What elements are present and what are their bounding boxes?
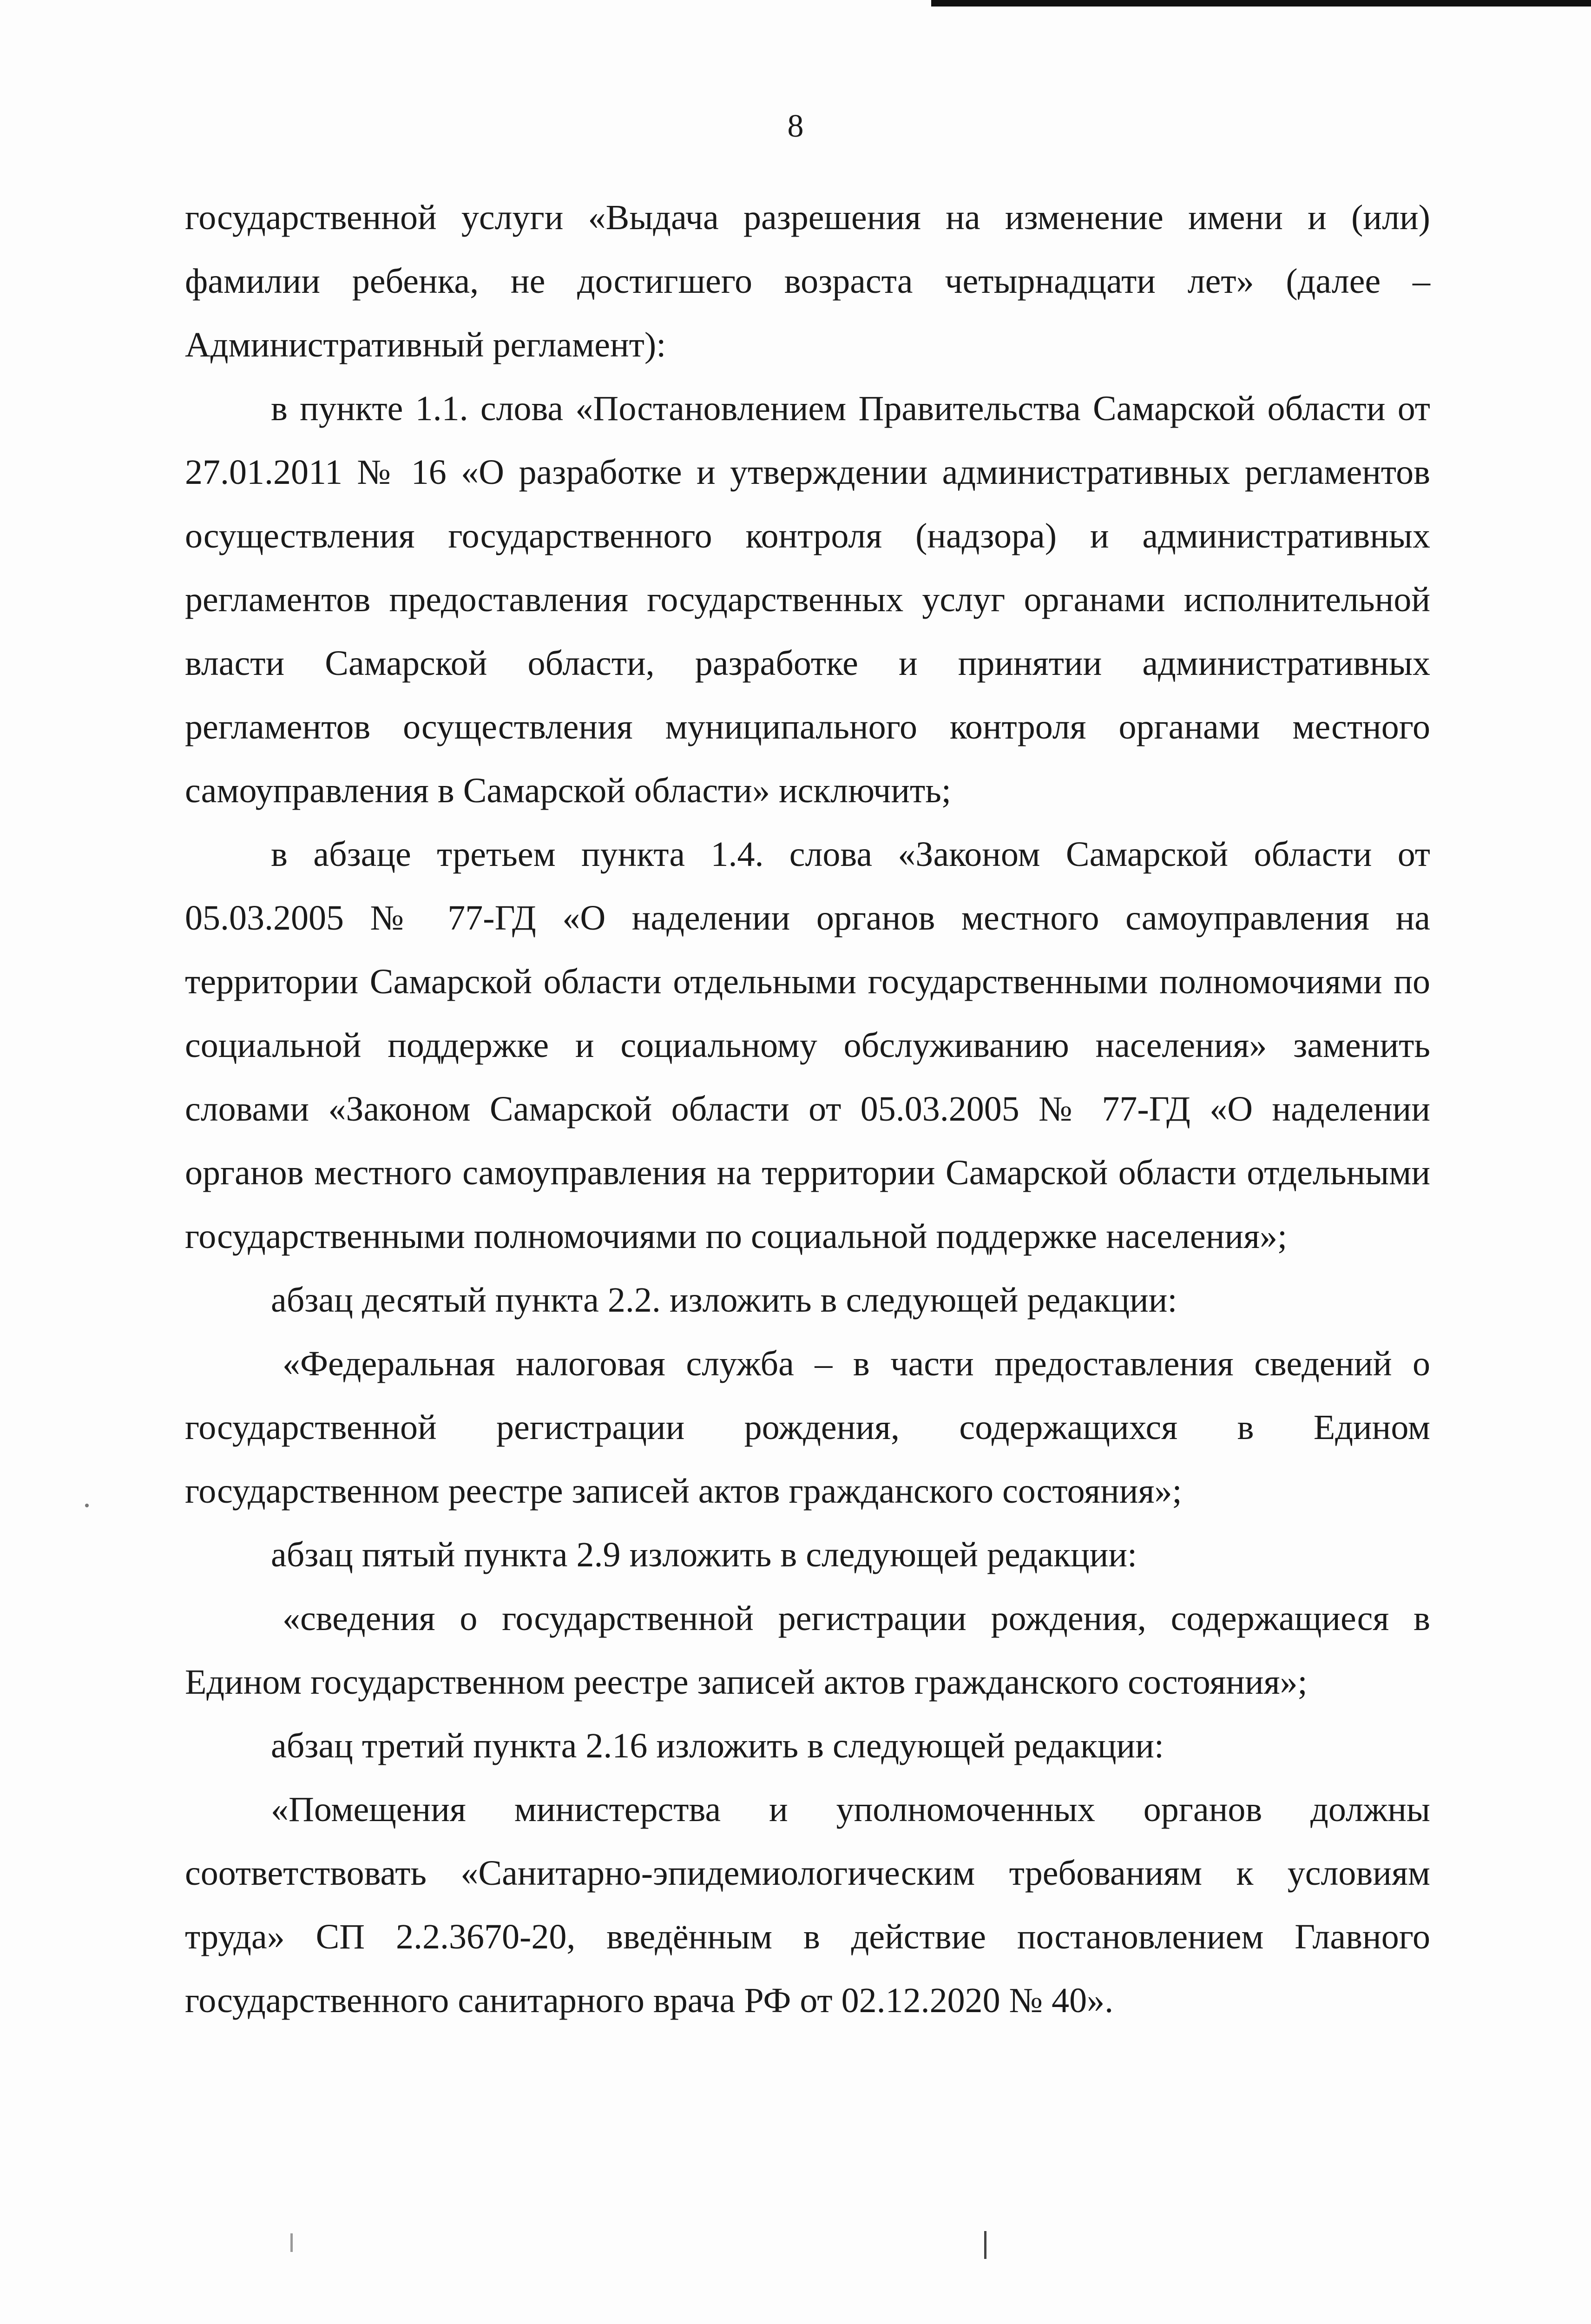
paragraph-instruction-2-2: абзац десятый пункта 2.2. изложить в следующей редакции: — [271, 1281, 1177, 1320]
scan-edge-bar — [931, 0, 1591, 7]
document-body — [185, 186, 1430, 2033]
scan-mark-center — [984, 2231, 986, 2259]
paragraph-item-1-4: в абзаце третьем пункта 1.4. слова «Законом Самарской области от 05.03.2005 № 77-ГД «О наделении органов местного самоуправления на территории Самарской области отдельными государственными полномочиями по социальной поддержке и социальному обслуживанию населения» заменить словами «Законом Самарской области от 05.03.2005 № 77-ГД «О наделении органов местного самоуправления на территории Самарской области отдельными государственными полномочиями по социальной поддержке населения»; — [185, 835, 1430, 1256]
paragraph-instruction-2-9: абзац пятый пункта 2.9 изложить в следующей редакции: — [271, 1535, 1137, 1574]
paragraph-quote-2-2: «Федеральная налоговая служба – в части предоставления сведений о государственной регистрации рождения, содержащихся в Едином государственном реестре записей актов гражданского состояния»; — [185, 1344, 1430, 1511]
paragraph-instruction-2-16: абзац третий пункта 2.16 изложить в следующей редакции: — [271, 1726, 1164, 1765]
paragraph-quote-2-16: «Помещения министерства и уполномоченных органов должны соответствовать «Санитарно-эпидемиологическим требованиям к условиям труда» СП 2.2.3670-20, введённым в действие постановлением Главного государственного санитарного врача РФ от 02.12.2020 № 40». — [185, 1790, 1430, 2020]
paragraph-item-1-1: в пункте 1.1. слова «Постановлением Правительства Самарской области от 27.01.2011 № 16 «О разработке и утверждении административных регламентов осуществления государственного контроля (надзора) и административных регламентов предоставления государственных услуг органами исполнительной власти Самарской области, разработке и принятии административных регламентов осуществления муниципального контроля органами местного самоуправления в Самарской области» исключить; — [185, 389, 1430, 810]
scan-dot — [85, 1504, 89, 1507]
page-number: 8 — [787, 108, 804, 144]
scan-mark-left — [290, 2233, 293, 2252]
paragraph-quote-2-9: «сведения о государственной регистрации рождения, содержащиеся в Едином государственном реестре записей актов гражданского состояния»; — [185, 1599, 1430, 1702]
paragraph-continuation: государственной услуги «Выдача разрешения на изменение имени и (или) фамилии ребенка, не достигшего возраста четырнадцати лет» (далее – Административный регламент): — [185, 198, 1430, 364]
